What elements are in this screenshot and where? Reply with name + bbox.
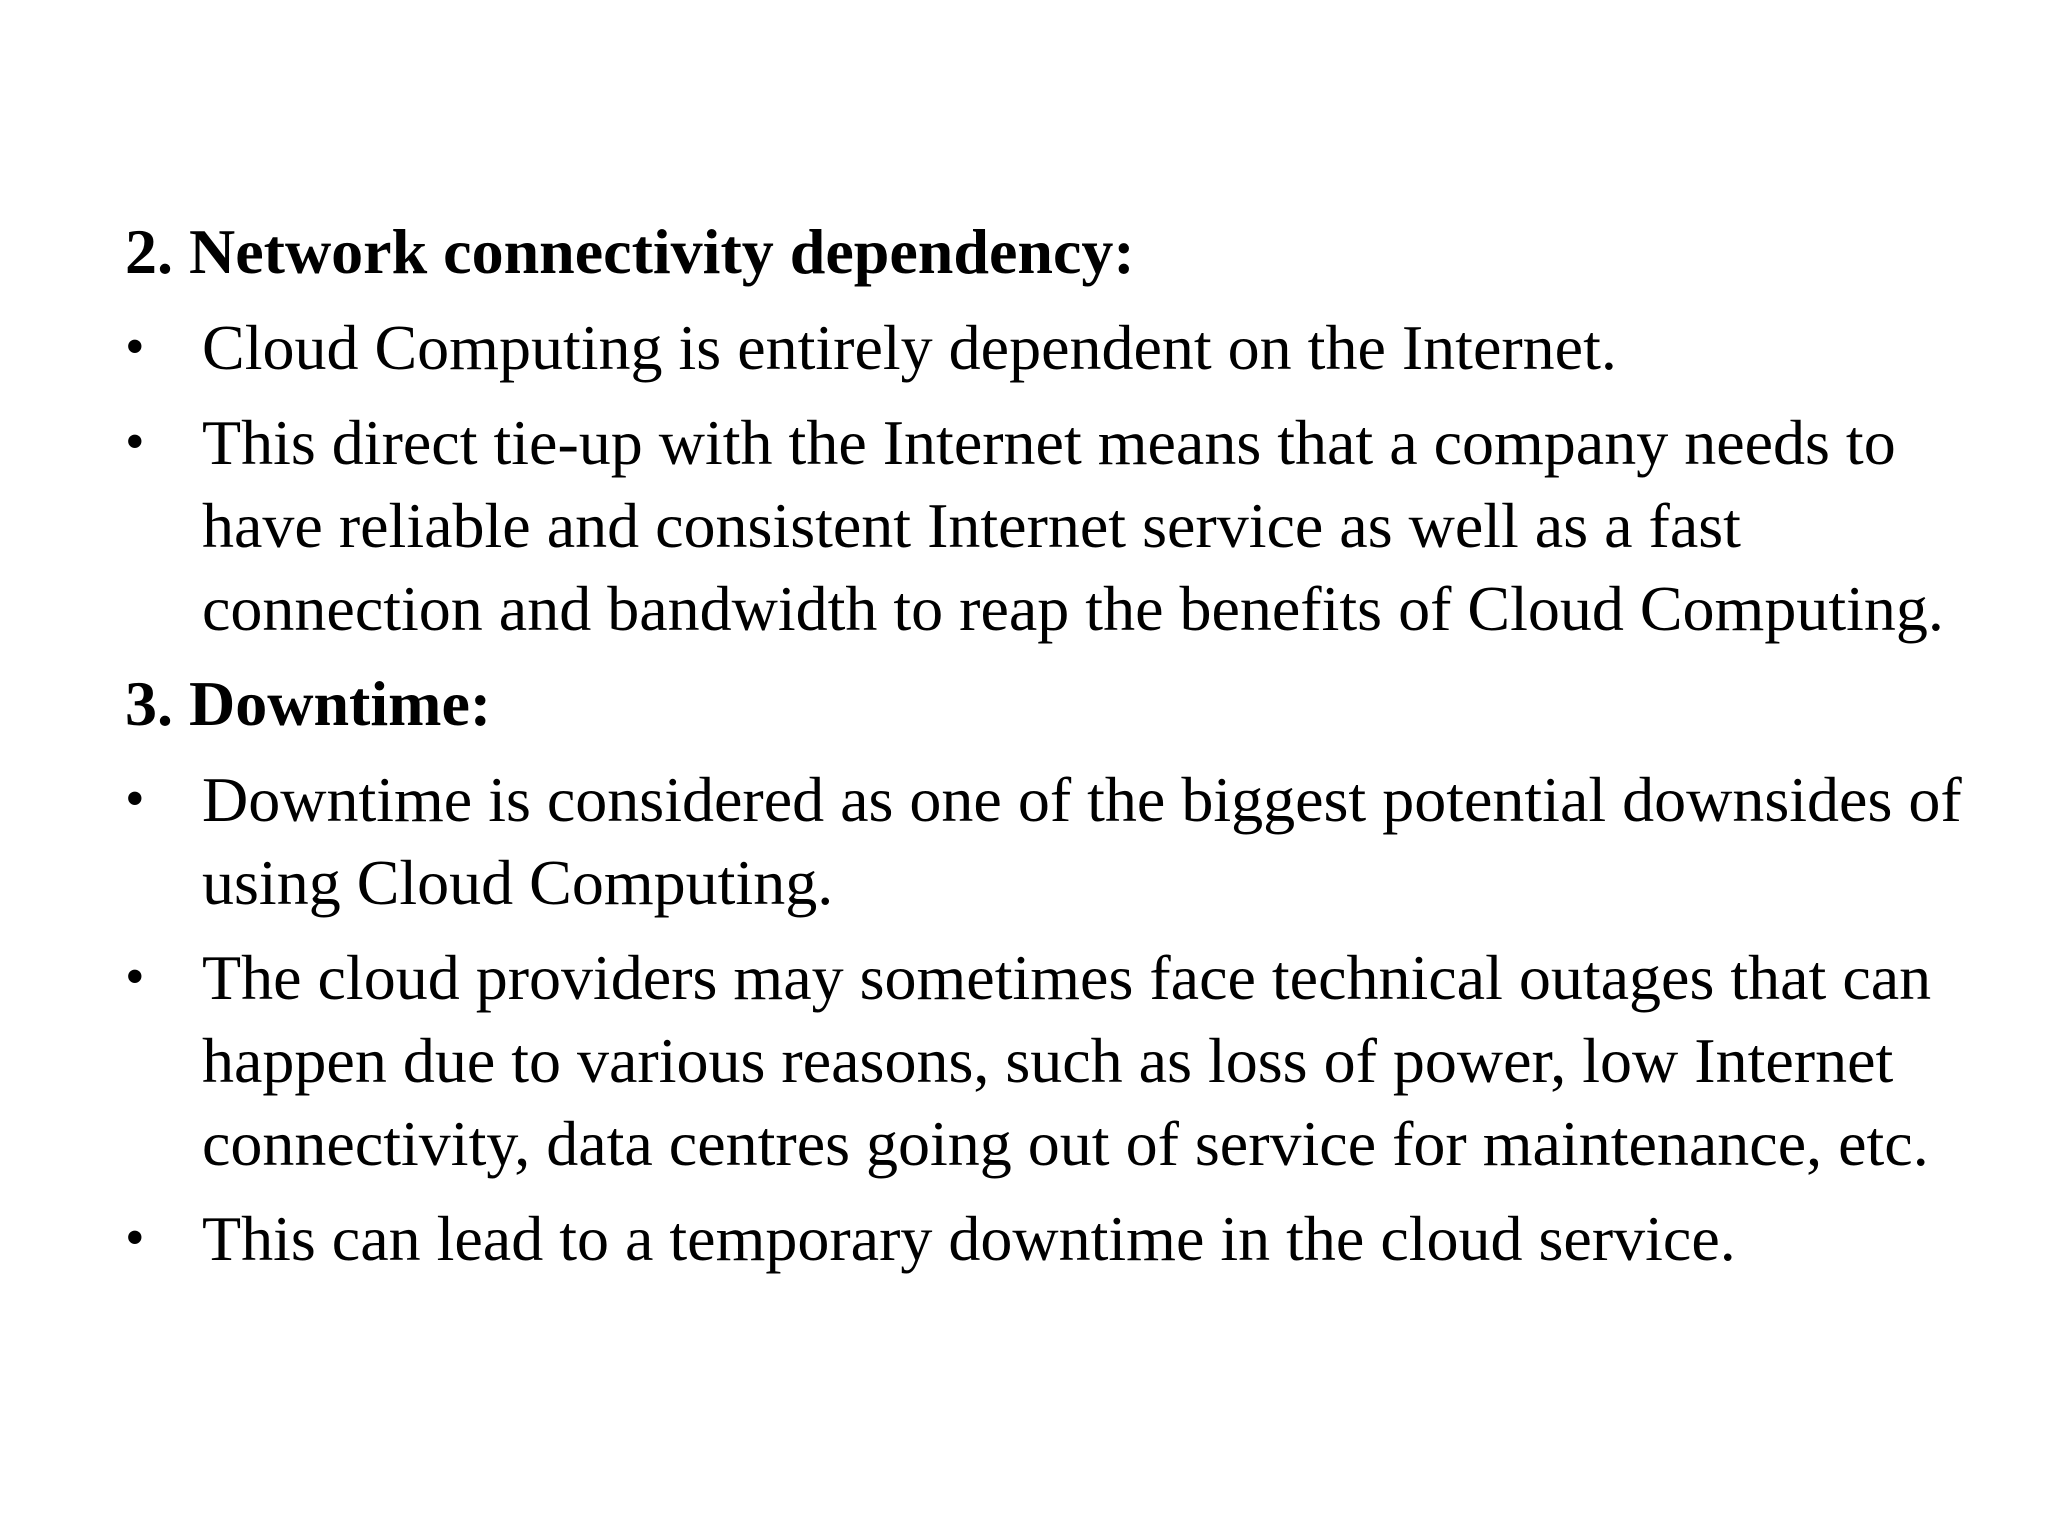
section-heading-network-connectivity: 2. Network connectivity dependency: bbox=[125, 216, 1135, 287]
bullet-text: Downtime is considered as one of the biggest potential downsides of using Cloud Computing. bbox=[202, 764, 1962, 918]
bullet-text: This can lead to a temporary downtime in the cloud service. bbox=[202, 1203, 1736, 1274]
bullet-text: The cloud providers may sometimes face technical outages that can happen due to various reasons, such as loss of power, low Internet connectivity, data centres going out of service for maintenance, etc. bbox=[202, 942, 1932, 1179]
bullet-text: This direct tie-up with the Internet means that a company needs to have reliable and consistent Internet service as well as a fast connection and bandwidth to reap the benefits of Cloud Computing. bbox=[202, 407, 1944, 644]
list-item bbox=[125, 401, 1988, 650]
bullet-list-downtime bbox=[125, 758, 1988, 1280]
bullet-icon: • bbox=[125, 1207, 145, 1269]
bullet-icon: • bbox=[125, 411, 145, 473]
list-item bbox=[125, 758, 1988, 924]
bullet-icon: • bbox=[125, 946, 145, 1008]
list-item bbox=[125, 1197, 1988, 1280]
list-item bbox=[125, 306, 1988, 389]
bullet-list-network-connectivity bbox=[125, 306, 1988, 650]
bullet-icon: • bbox=[125, 768, 145, 830]
bullet-text: Cloud Computing is entirely dependent on the Internet. bbox=[202, 312, 1617, 383]
section-heading-downtime: 3. Downtime: bbox=[125, 668, 492, 739]
list-item bbox=[125, 936, 1988, 1185]
bullet-icon: • bbox=[125, 316, 145, 378]
